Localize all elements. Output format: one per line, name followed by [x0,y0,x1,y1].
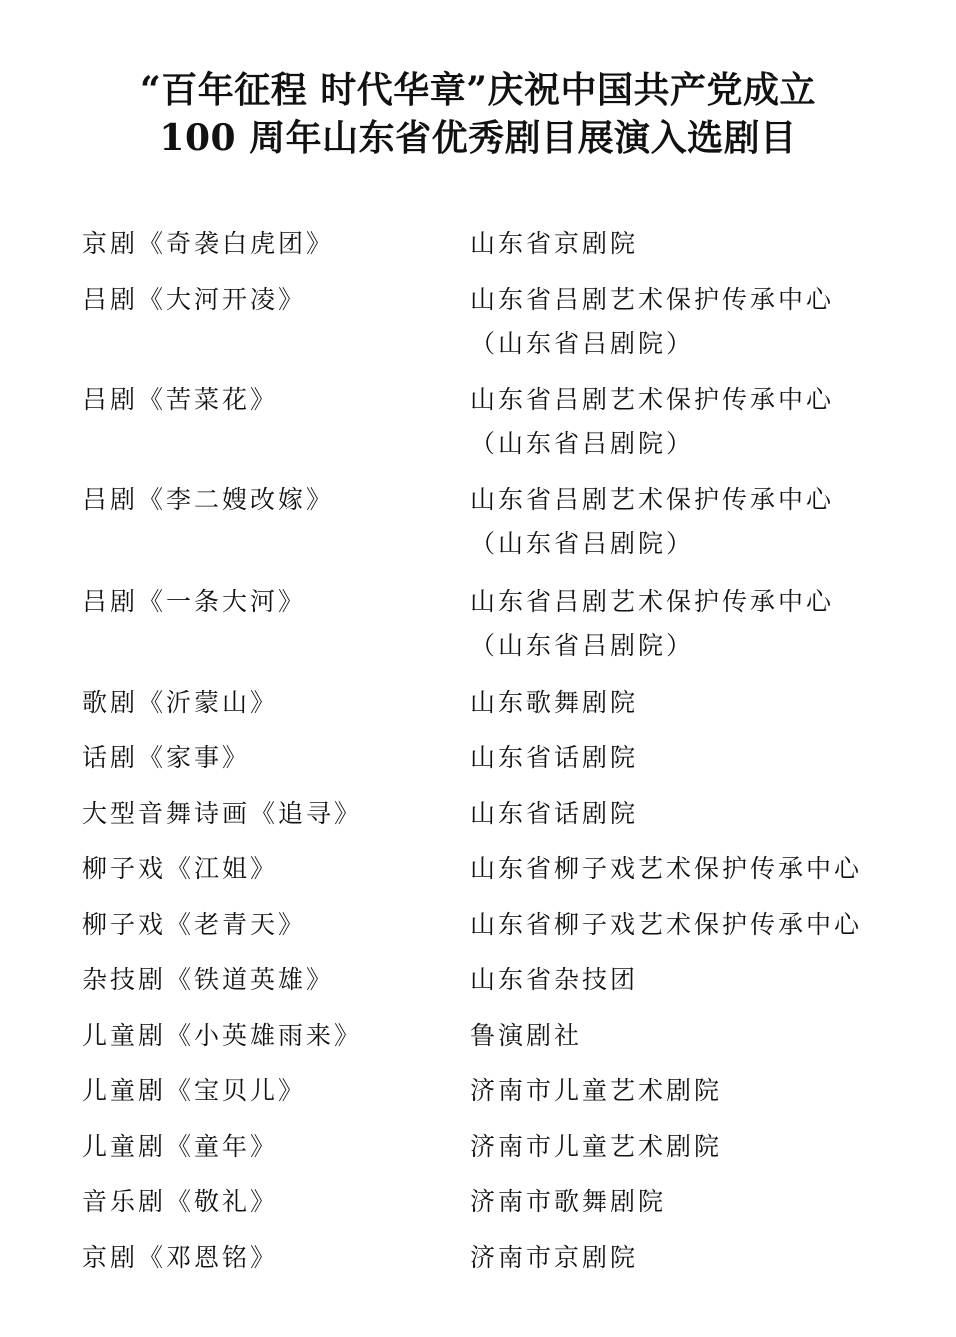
organization-name: 山东省吕剧艺术保护传承中心 [470,485,835,514]
organization-name: 济南市京剧院 [470,1243,639,1272]
organization-subname: （山东省吕剧院） [470,329,695,358]
work-name: 京剧《奇袭白虎团》 [82,229,335,258]
organization-name: 山东省吕剧艺术保护传承中心 [470,285,835,314]
work-name: 音乐剧《敬礼》 [82,1187,279,1216]
organization-name: 山东省京剧院 [470,229,639,258]
organization-name: 济南市儿童艺术剧院 [470,1076,723,1105]
work-name: 吕剧《大河开凌》 [82,285,307,314]
organization-name: 济南市儿童艺术剧院 [470,1132,723,1161]
organization-name: 山东省吕剧艺术保护传承中心 [470,385,835,414]
organization-subname: （山东省吕剧院） [470,529,695,558]
organization-name: 山东歌舞剧院 [470,688,639,717]
work-name: 大型音舞诗画《追寻》 [82,799,363,828]
title-line-1: “百年征程 时代华章”庆祝中国共产党成立 [140,69,816,111]
organization-name: 济南市歌舞剧院 [470,1187,667,1216]
organization-name: 鲁演剧社 [470,1021,583,1050]
work-name: 话剧《家事》 [82,743,251,772]
work-name: 歌剧《沂蒙山》 [82,688,279,717]
work-name: 吕剧《苦菜花》 [82,385,279,414]
organization-subname: （山东省吕剧院） [470,429,695,458]
work-name: 吕剧《一条大河》 [82,587,307,616]
organization-name: 山东省话剧院 [470,799,639,828]
organization-name: 山东省柳子戏艺术保护传承中心 [470,910,863,939]
work-name: 柳子戏《老青天》 [82,910,307,939]
organization-name: 山东省吕剧艺术保护传承中心 [470,587,835,616]
work-name: 儿童剧《童年》 [82,1132,279,1161]
organization-subname: （山东省吕剧院） [470,631,695,660]
work-name: 柳子戏《江姐》 [82,854,279,883]
organization-name: 山东省话剧院 [470,743,639,772]
work-name: 儿童剧《宝贝儿》 [82,1076,307,1105]
title-line-2: 100 周年山东省优秀剧目展演入选剧目 [159,117,797,159]
work-name: 杂技剧《铁道英雄》 [82,965,335,994]
work-name: 京剧《邓恩铭》 [82,1243,279,1272]
organization-name: 山东省杂技团 [470,965,639,994]
organization-name: 山东省柳子戏艺术保护传承中心 [470,854,863,883]
work-name: 儿童剧《小英雄雨来》 [82,1021,363,1050]
work-name: 吕剧《李二嫂改嫁》 [82,485,335,514]
